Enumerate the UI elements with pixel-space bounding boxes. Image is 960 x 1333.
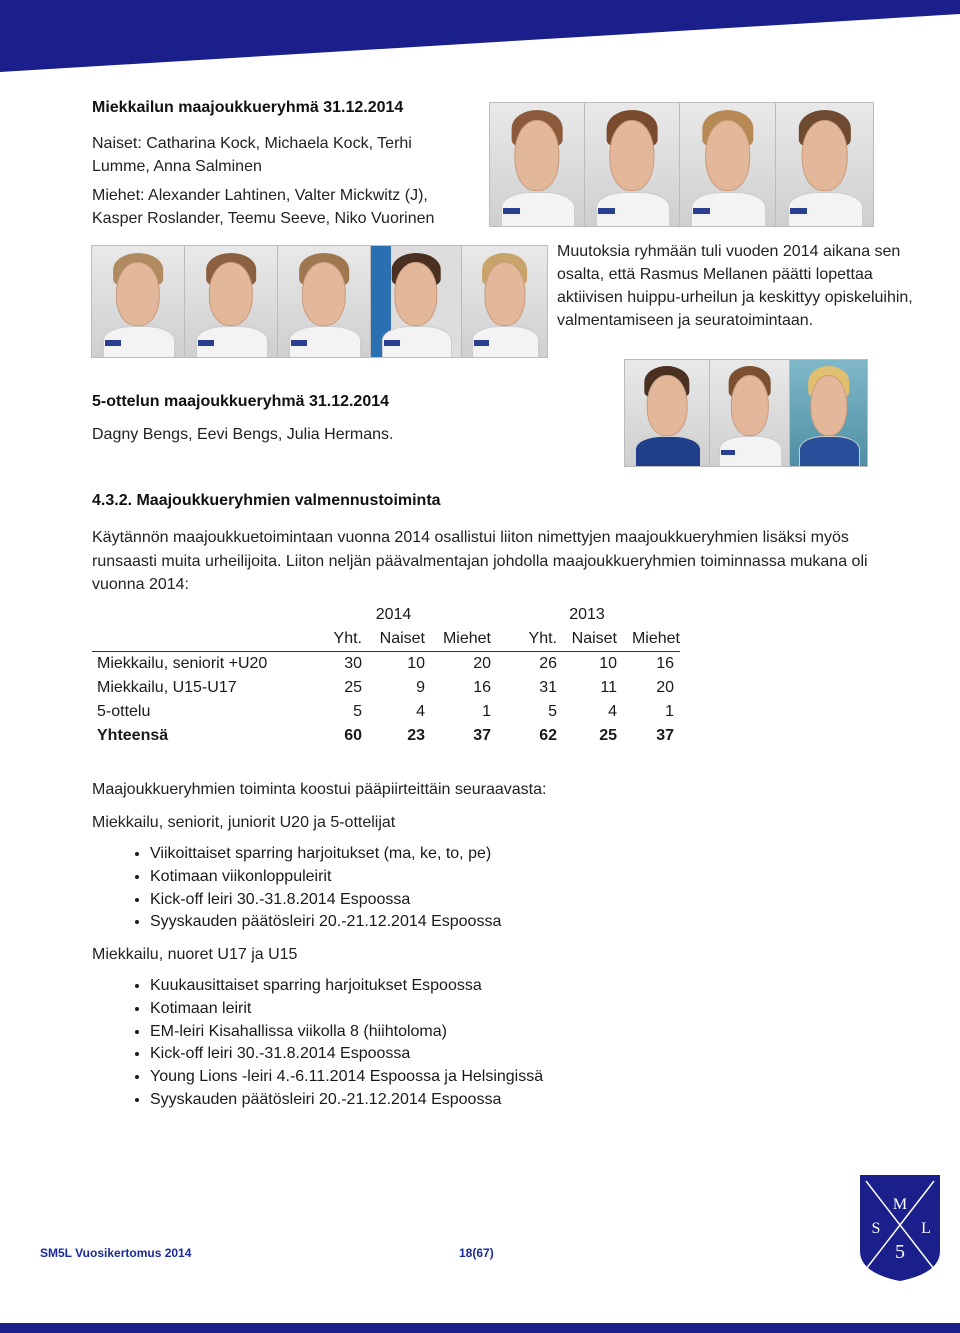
athlete-photo	[789, 359, 868, 467]
women-list: Naiset: Catharina Kock, Michaela Kock, Terhi Lumme, Anna Salminen	[92, 135, 412, 175]
col-header: Yht.	[491, 627, 557, 652]
list-item: • Kuukausittaiset sparring harjoitukset Espoossa	[150, 975, 792, 998]
list-item: • Syyskauden päätösleiri 20.-21.12.2014 Espoossa	[150, 911, 792, 934]
table-cell: 5	[548, 703, 557, 720]
table-cell: 30	[344, 655, 362, 672]
footer-title: SM5L Vuosikertomus 2014	[40, 1246, 192, 1260]
athlete-photo	[624, 359, 710, 467]
section-title-pentathlon: 5-ottelun maajoukkueryhmä 31.12.2014	[92, 393, 390, 410]
table-cell: 11	[600, 679, 617, 696]
table-cell: 37	[473, 727, 491, 744]
athlete-photo	[461, 245, 548, 358]
group2-title: Miekkailu, nuoret U17 ja U15	[92, 946, 298, 963]
footer-band	[0, 1323, 960, 1333]
athlete-photo	[277, 245, 371, 358]
athlete-photo	[370, 245, 462, 358]
athlete-photo	[184, 245, 278, 358]
year-2013: 2013	[569, 606, 605, 623]
table-cell: 10	[599, 655, 617, 672]
coaching-paragraph: Käytännön maajoukkuetoimintaan vuonna 2014 osallistui liiton nimettyjen maajoukkueryhmien lisäksi myös runsaasti muita urheilijoita. Liiton neljän päävalmentajan johdolla maajoukkueryhmien toiminnassa mukana oli vuonna 2014:	[92, 529, 868, 593]
sm5l-logo	[858, 1173, 942, 1283]
athlete-photo	[709, 359, 790, 467]
activities-intro: Maajoukkueryhmien toiminta koostui pääpiirteittäin seuraavasta:	[92, 781, 547, 798]
table-cell: 20	[656, 679, 674, 696]
row-label: 5-ottelu	[97, 703, 151, 720]
header-banner	[0, 0, 960, 80]
table-cell: 60	[344, 727, 362, 744]
section-title-coaching: 4.3.2. Maajoukkueryhmien valmennustoiminta	[92, 492, 441, 509]
table-cell: 10	[407, 655, 425, 672]
table-cell: 16	[656, 655, 674, 672]
table-cell: 62	[539, 727, 557, 744]
logo-letter: L	[921, 1220, 931, 1237]
list-item: • Syyskauden päätösleiri 20.-21.12.2014 Espoossa	[150, 1089, 792, 1112]
list-item: • Kotimaan leirit	[150, 998, 792, 1021]
table-cell: 4	[608, 703, 617, 720]
participants-table	[92, 603, 680, 748]
row-label: Miekkailu, U15-U17	[97, 679, 237, 696]
group1-title: Miekkailu, seniorit, juniorit U20 ja 5-ottelijat	[92, 814, 396, 831]
athlete-photo	[489, 102, 585, 227]
col-header: Naiset	[362, 627, 425, 652]
col-header: Miehet	[425, 627, 491, 652]
col-header: Naiset	[557, 627, 617, 652]
athlete-photo	[679, 102, 776, 227]
table-cell: 5	[353, 703, 362, 720]
table-cell: 25	[344, 679, 362, 696]
logo-letter: S	[871, 1220, 881, 1237]
table-cell: 31	[539, 679, 557, 696]
group1-list	[92, 843, 792, 934]
table-year-row	[92, 603, 680, 627]
table-cell: 1	[482, 703, 491, 720]
table-cell: 4	[416, 703, 425, 720]
section-title-fencing: Miekkailun maajoukkueryhmä 31.12.2014	[92, 99, 404, 116]
table-cell: 23	[407, 727, 425, 744]
athlete-photo	[775, 102, 874, 227]
table-cell: 37	[656, 727, 674, 744]
row-label: Yhteensä	[97, 727, 169, 744]
banner-stripe	[0, 0, 960, 72]
row-label: Miekkailu, seniorit +U20	[97, 655, 268, 672]
page-number: 18(67)	[459, 1246, 494, 1260]
athlete-photo	[91, 245, 185, 358]
table-cell: 25	[599, 727, 617, 744]
table-row	[92, 700, 680, 724]
year-2014: 2014	[375, 606, 412, 623]
table-row	[92, 676, 680, 700]
table-cell: 16	[473, 679, 491, 696]
athlete-photo	[584, 102, 680, 227]
table-cell: 9	[416, 679, 425, 696]
list-item: • Kick-off leiri 30.-31.8.2014 Espoossa	[150, 889, 792, 912]
col-header: Miehet	[617, 627, 680, 652]
logo-letter: M	[892, 1196, 908, 1213]
table-total-row	[92, 724, 680, 748]
group-changes-note: Muutoksia ryhmään tuli vuoden 2014 aikana sen osalta, että Rasmus Mellanen päätti lopettaa aktiivisen huippu-urheilun ja keskittyy opiskeluihin, valmentamiseen ja seuratoimintaan.	[557, 243, 913, 329]
list-item: • Kotimaan viikonloppuleirit	[150, 866, 792, 889]
col-header: Yht.	[314, 627, 362, 652]
list-item: • Viikoittaiset sparring harjoitukset (ma, ke, to, pe)	[150, 843, 792, 866]
table-cell: 1	[665, 703, 674, 720]
list-item: • Young Lions -leiri 4.-6.11.2014 Espoossa ja Helsingissä	[150, 1066, 792, 1089]
table-row	[92, 652, 680, 677]
table-cell: 26	[539, 655, 557, 672]
men-list: Miehet: Alexander Lahtinen, Valter Mickwitz (J), Kasper Roslander, Teemu Seeve, Niko Vuorinen	[92, 187, 435, 227]
list-item: • Kick-off leiri 30.-31.8.2014 Espoossa	[150, 1043, 792, 1066]
pentathlon-names: Dagny Bengs, Eevi Bengs, Julia Hermans.	[92, 426, 394, 443]
list-item: • EM-leiri Kisahallissa viikolla 8 (hiihtoloma)	[150, 1021, 792, 1044]
table-header-row	[92, 627, 680, 652]
table-cell: 20	[473, 655, 491, 672]
logo-letter: 5	[895, 1241, 905, 1263]
group2-list	[92, 975, 792, 1112]
